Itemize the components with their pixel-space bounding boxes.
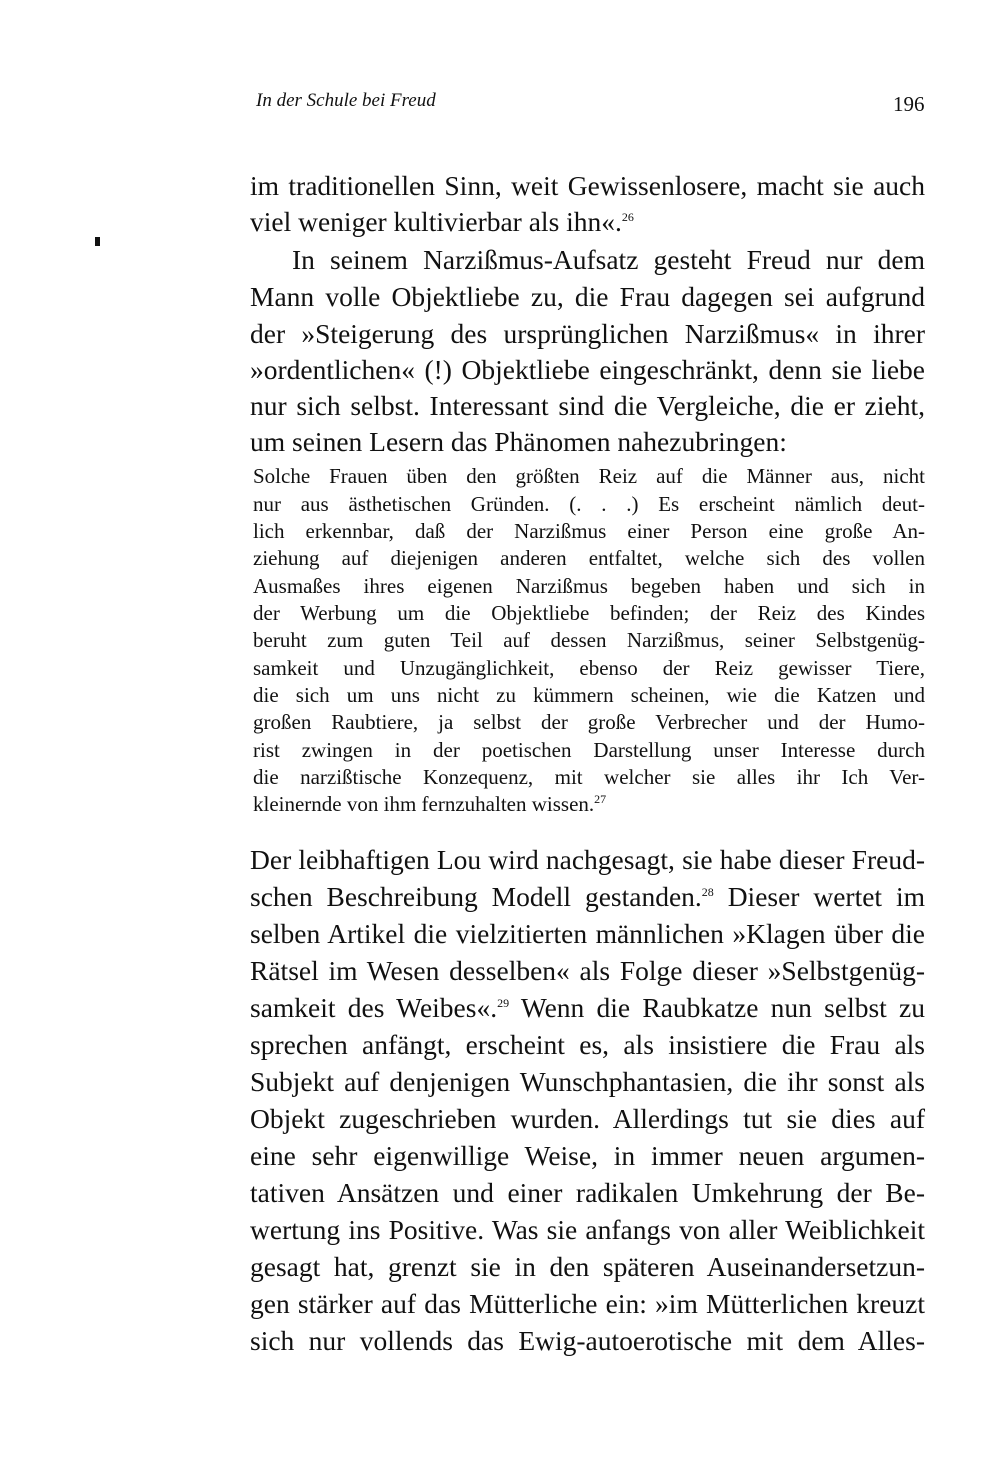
body-line: In seinem Narzißmus-Aufsatz gesteht Freud nur dem [292,244,925,275]
body-line: »ordentlichen« (!) Objektliebe eingeschränkt, denn sie liebe [250,354,925,385]
body-line: Der leibhaftigen Lou wird nachgesagt, sie habe dieser Freud- [250,844,925,875]
body-line-text: schen Beschreibung Modell gestanden. [250,881,702,912]
body-line: sich nur vollends das Ewig-autoerotische mit dem Alles- [250,1325,925,1356]
quote-line: die sich um uns nicht zu kümmern scheinen, wie die Katzen und [253,683,925,707]
quote-line: Solche Frauen üben den größten Reiz auf die Männer aus, nicht [253,464,925,488]
quote-line: großen Raubtiere, ja selbst der große Verbrecher und der Humo- [253,710,925,734]
footnote-marker: 28 [701,884,714,899]
running-title: In der Schule bei Freud [256,90,436,111]
body-line: Rätsel im Wesen desselben« als Folge dieser »Selbstgenüg- [250,955,925,986]
footnote-marker: 26 [621,209,634,224]
quote-line: Ausmaßes ihres eigenen Narzißmus begeben haben und sich in [253,574,925,598]
body-line: um seinen Lesern das Phänomen nahezubringen: [250,426,787,457]
quote-line: samkeit und Unzugänglichkeit, ebenso der Reiz gewisser Tiere, [253,656,925,680]
quote-line [253,792,925,816]
body-line-text: Wenn die Raubkatze nun selbst zu [509,992,926,1023]
quote-line: die narzißtische Konzequenz, mit welcher sie alles ihr Ich Ver- [253,765,925,789]
body-line: nur sich selbst. Interessant sind die Vergleiche, die er zieht, [250,390,925,421]
body-line: Objekt zugeschrieben wurden. Allerdings tut sie dies auf [250,1103,925,1134]
body-line [250,204,925,240]
quote-line: nur aus ästhetischen Gründen. (. . .) Es erscheint nämlich deut- [253,492,925,516]
quote-line: ziehung auf diejenigen anderen entfaltet, welche sich des vollen [253,546,925,570]
body-line: eine sehr eigenwillige Weise, in immer neuen argumen- [250,1140,925,1171]
body-line: gesagt hat, grenzt sie in den späteren Auseinandersetzun- [250,1251,925,1282]
body-line: selben Artikel die vielzitierten männlichen »Klagen über die [250,918,925,949]
margin-mark [95,237,100,246]
body-line: sprechen anfängt, erscheint es, als insistiere die Frau als [250,1029,925,1060]
body-line: wertung ins Positive. Was sie anfangs von aller Weiblichkeit [250,1214,925,1245]
body-line: Subjekt auf denjenigen Wunschphantasien, die ihr sonst als [250,1066,925,1097]
quote-line: rist zwingen in der poetischen Darstellung unser Interesse durch [253,738,925,762]
body-line: gen stärker auf das Mütterliche ein: »im Mütterlichen kreuzt [250,1288,925,1319]
footnote-marker: 27 [594,792,607,806]
body-line: der »Steigerung des ursprünglichen Narzißmus« in ihrer [250,318,925,349]
body-line [250,879,925,915]
page-number: 196 [893,92,925,116]
body-line-text: viel weniger kultivierbar als ihn«. [250,206,622,237]
body-line-text: Dieser wertet im [713,881,925,912]
body-line: tativen Ansätzen und einer radikalen Umkehrung der Be- [250,1177,925,1208]
body-line-text: samkeit des Weibes«. [250,992,498,1023]
quote-line-text: kleinernde von ihm fernzuhalten wissen. [253,792,595,816]
quote-line: beruht zum guten Teil auf dessen Narzißmus, seiner Selbstgenüg- [253,628,925,652]
body-line: Mann volle Objektliebe zu, die Frau dagegen sei aufgrund [250,281,925,312]
quote-line: lich erkennbar, daß der Narzißmus einer Person eine große An- [253,519,925,543]
body-line: im traditionellen Sinn, weit Gewissenlosere, macht sie auch [250,170,925,201]
body-line [250,990,925,1026]
footnote-marker: 29 [497,995,510,1010]
quote-line: der Werbung um die Objektliebe befinden; der Reiz des Kindes [253,601,925,625]
